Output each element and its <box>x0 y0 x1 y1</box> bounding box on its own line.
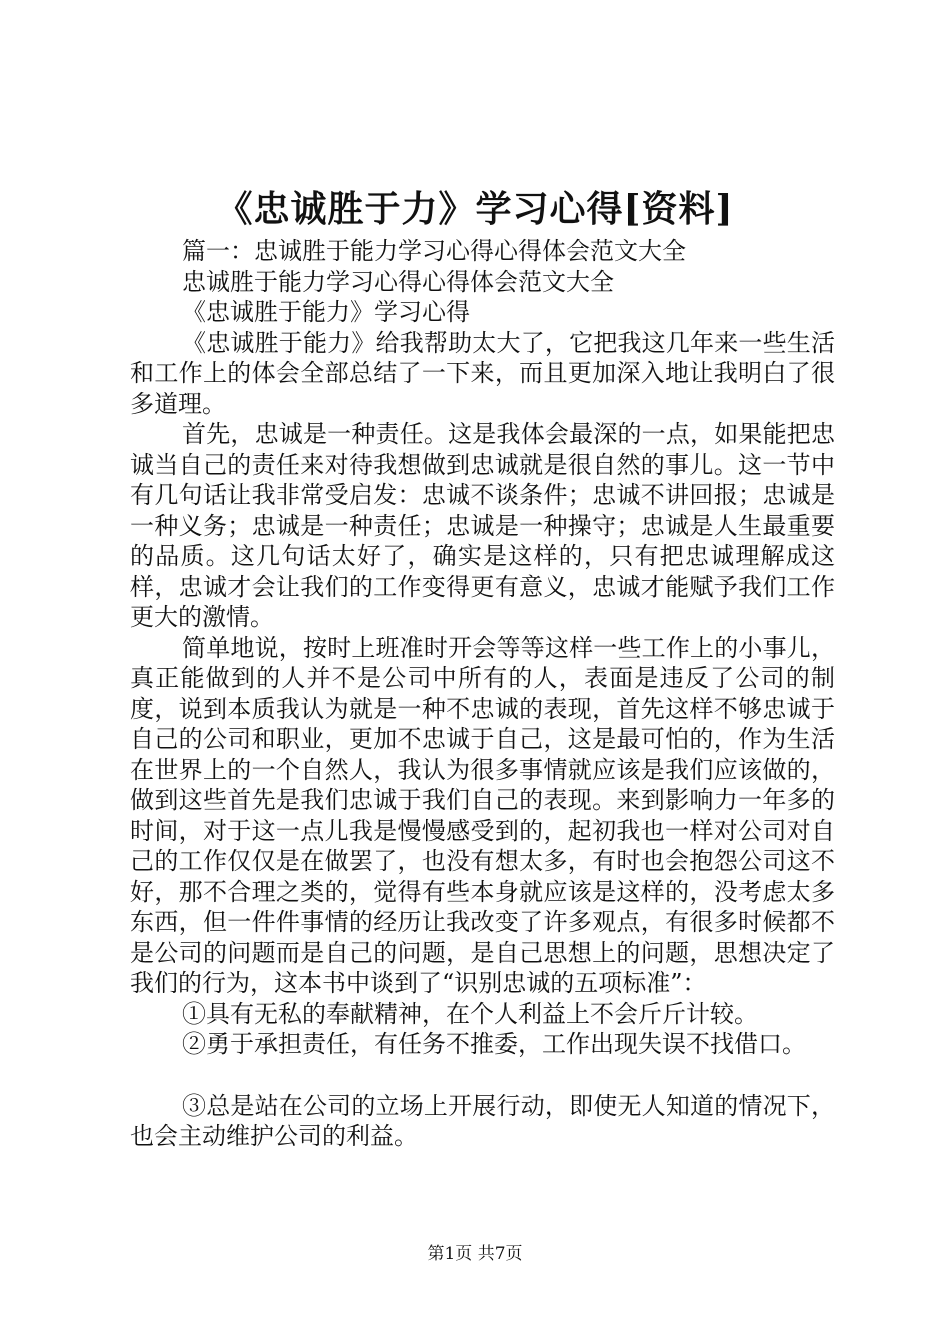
heading-part-one: 篇一：忠诚胜于能力学习心得心得体会范文大全 <box>182 237 686 265</box>
paragraph-intro: 《忠诚胜于能力》给我帮助太大了，它把我这几年来一些生活和工作上的体会全部总结了一下来，而且更加深入地让我明白了很多道理。 <box>130 328 835 418</box>
list-item-1: ①具有无私的奉献精神，在个人利益上不会斤斤计较。 <box>182 999 758 1028</box>
list-item-2: ②勇于承担责任，有任务不推委，工作出现失误不找借口。 <box>182 1030 806 1058</box>
blank-gap <box>130 1060 835 1091</box>
paragraph-simple-example: 简单地说，按时上班准时开会等等这样一些工作上的小事儿，真正能做到的人并不是公司中所有的人，表面是违反了公司的制度，说到本质我认为就是一种不忠诚的表现，首先这样不够忠诚于自己的公司和职业，更加不忠诚于自己，这是最可怕的，作为生活在世界上的一个自然人，我认为很多事情就应该是我们应该做的，做到这些首先是我们忠诚于我们自己的表现。来到影响力一年多的时间，对于这一点儿我是慢慢感受到的，起初我也一样对公司对自己的工作仅仅是在做罢了，也没有想太多，有时也会抱怨公司这不好，那不合理之类的，觉得有些本身就应该是这样的，没考虑太多东西，但一件件事情的经历让我改变了许多观点，有很多时候都不是公司的问题而是自己的问题，是自己思想上的问题，思想决定了我们的行为，这本书中谈到了“识别忠诚的五项标准”： <box>130 633 835 997</box>
document-body <box>130 236 835 1152</box>
list-item-3: ③总是站在公司的立场上开展行动，即使无人知道的情况下，也会主动维护公司的利益。 <box>130 1091 835 1150</box>
document-title: 《忠诚胜于力》学习心得[资料] <box>216 188 734 230</box>
heading-book-title: 《忠诚胜于能力》学习心得 <box>182 298 470 326</box>
page-footer: 第1页 共7页 <box>427 1244 523 1264</box>
paragraph-loyalty-responsibility: 首先，忠诚是一种责任。这是我体会最深的一点，如果能把忠诚当自己的责任来对待我想做到忠诚就是很自然的事儿。这一节中有几句话让我非常受启发：忠诚不谈条件；忠诚不讲回报；忠诚是一种义务；忠诚是一种责任；忠诚是一种操守；忠诚是人生最重要的品质。这几句话太好了，确实是这样的，只有把忠诚理解成这样，忠诚才会让我们的工作变得更有意义，忠诚才能赋予我们工作更大的激情。 <box>130 420 835 631</box>
heading-subtitle: 忠诚胜于能力学习心得心得体会范文大全 <box>182 267 614 296</box>
